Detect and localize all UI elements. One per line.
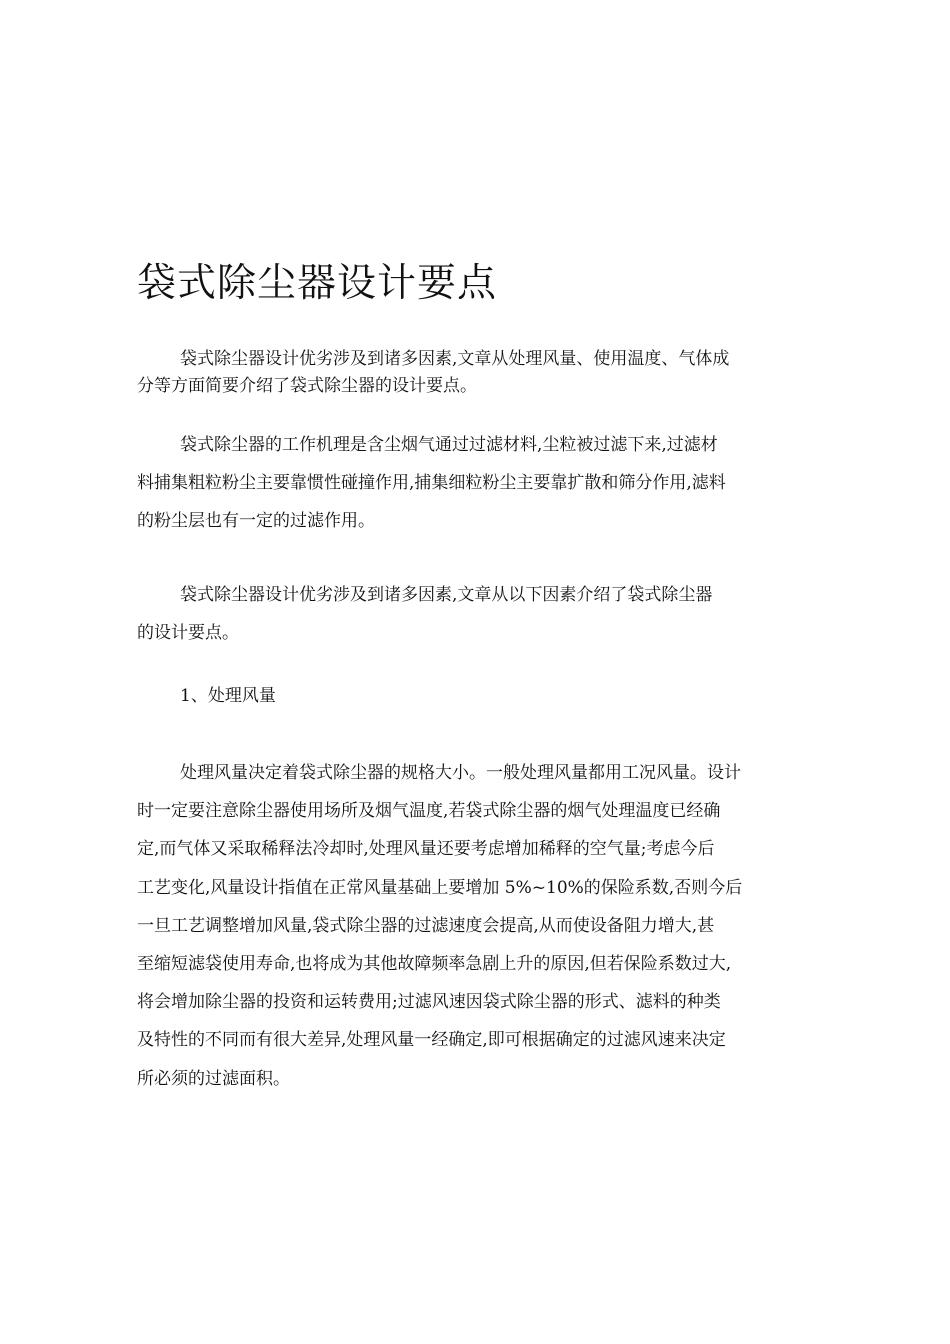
- mechanism-line-2: 料捕集粗粒粉尘主要靠惯性碰撞作用,捕集细粒粉尘主要靠扩散和筛分作用,滤料: [137, 473, 726, 493]
- section-1-line-7: 将会增加除尘器的投资和运转费用;过滤风速因袋式除尘器的形式、滤料的种类: [137, 992, 721, 1013]
- section-1-line-8: 及特性的不同而有很大差异,处理风量一经确定,即可根据确定的过滤风速来决定: [137, 1030, 726, 1051]
- intro-line-2: 分等方面简要介绍了袋式除尘器的设计要点。: [137, 376, 477, 396]
- scope-line-1: 袋式除尘器设计优劣涉及到诸多因素,文章从以下因素介绍了袋式除尘器: [180, 585, 713, 605]
- document-title: 袋式除尘器设计要点: [137, 261, 498, 306]
- section-1-line-1: 处理风量决定着袋式除尘器的规格大小。一般处理风量都用工况风量。设计: [180, 763, 741, 783]
- section-1-line-9: 所必须的过滤面积。: [137, 1068, 290, 1089]
- section-1-line-6: 至缩短滤袋使用寿命,也将成为其他故障频率急剧上升的原因,但若保险系数过大,: [137, 954, 732, 975]
- section-1-line-3: 定,而气体又采取稀释法冷却时,处理风量还要考虑增加稀释的空气量;考虑今后: [137, 839, 715, 860]
- mechanism-line-3: 的粉尘层也有一定的过滤作用。: [137, 511, 375, 531]
- section-1-line-4: 工艺变化,风量设计指值在正常风量基础上要增加 5%~10%的保险系数,否则今后: [137, 877, 743, 898]
- section-1-heading-block: [137, 681, 827, 711]
- scope-paragraph: [137, 576, 827, 652]
- section-1-heading: 1、处理风量: [180, 686, 276, 706]
- intro-paragraph: [137, 346, 827, 400]
- intro-line-1: 袋式除尘器设计优劣涉及到诸多因素,文章从处理风量、使用温度、气体成: [180, 349, 730, 369]
- mechanism-paragraph: [137, 426, 827, 540]
- section-1-paragraph: [137, 754, 827, 1098]
- section-1-line-2: 时一定要注意除尘器使用场所及烟气温度,若袋式除尘器的烟气处理温度已经确: [137, 801, 721, 822]
- section-1-line-5: 一旦工艺调整增加风量,袋式除尘器的过滤速度会提高,从而使设备阻力增大,甚: [137, 915, 715, 936]
- mechanism-line-1: 袋式除尘器的工作机理是含尘烟气通过过滤材料,尘粒被过滤下来,过滤材: [180, 435, 718, 455]
- scope-line-2: 的设计要点。: [137, 623, 239, 643]
